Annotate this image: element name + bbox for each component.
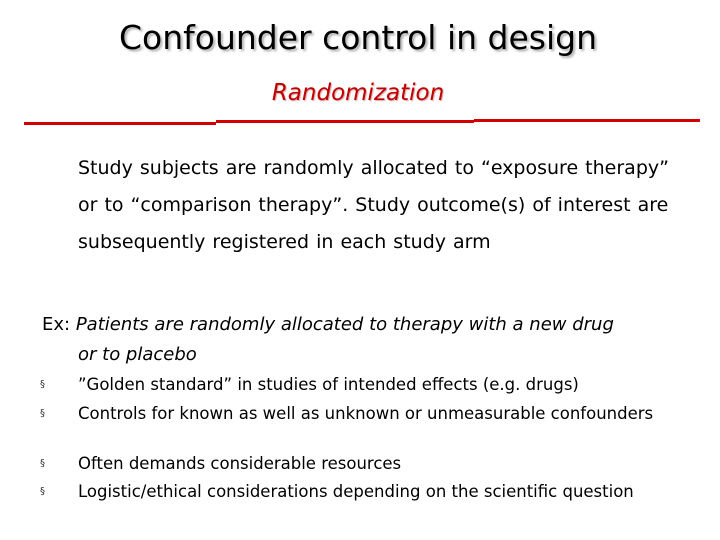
bullet-item [40, 481, 712, 503]
bullet-item [40, 453, 712, 475]
example-block [42, 310, 702, 370]
bullet-item [40, 403, 712, 425]
bullet-text: Often demands considerable resources [78, 454, 402, 473]
bullet-text: Controls for known as well as unknown or unmeasurable confounders [78, 404, 654, 423]
bullet-item [40, 374, 712, 396]
example-prefix: Ex: [42, 314, 71, 335]
bullet-text: Logistic/ethical considerations depending on the scientific question [78, 482, 634, 501]
intro-paragraph: Study subjects are randomly allocated to “exposure therapy” or to “comparison therapy”. Study outcome(s) of interest are subsequently registered in each study arm [78, 157, 669, 253]
slide-subtitle: Randomization [271, 80, 445, 106]
bullet-marker-icon: § [40, 486, 45, 497]
example-text-line2: or to placebo [78, 344, 197, 365]
bullet-marker-icon: § [40, 379, 45, 390]
bullet-text: ”Golden standard” in studies of intended effects (e.g. drugs) [78, 375, 579, 394]
title-divider-segment [216, 120, 474, 123]
example-text-line1: Patients are randomly allocated to therapy with a new drug [75, 314, 614, 335]
bullet-marker-icon: § [40, 408, 45, 419]
slide-title: Confounder control in design [118, 18, 598, 57]
title-divider-segment [24, 122, 216, 125]
title-divider-segment [474, 119, 700, 122]
bullet-marker-icon: § [40, 458, 45, 469]
